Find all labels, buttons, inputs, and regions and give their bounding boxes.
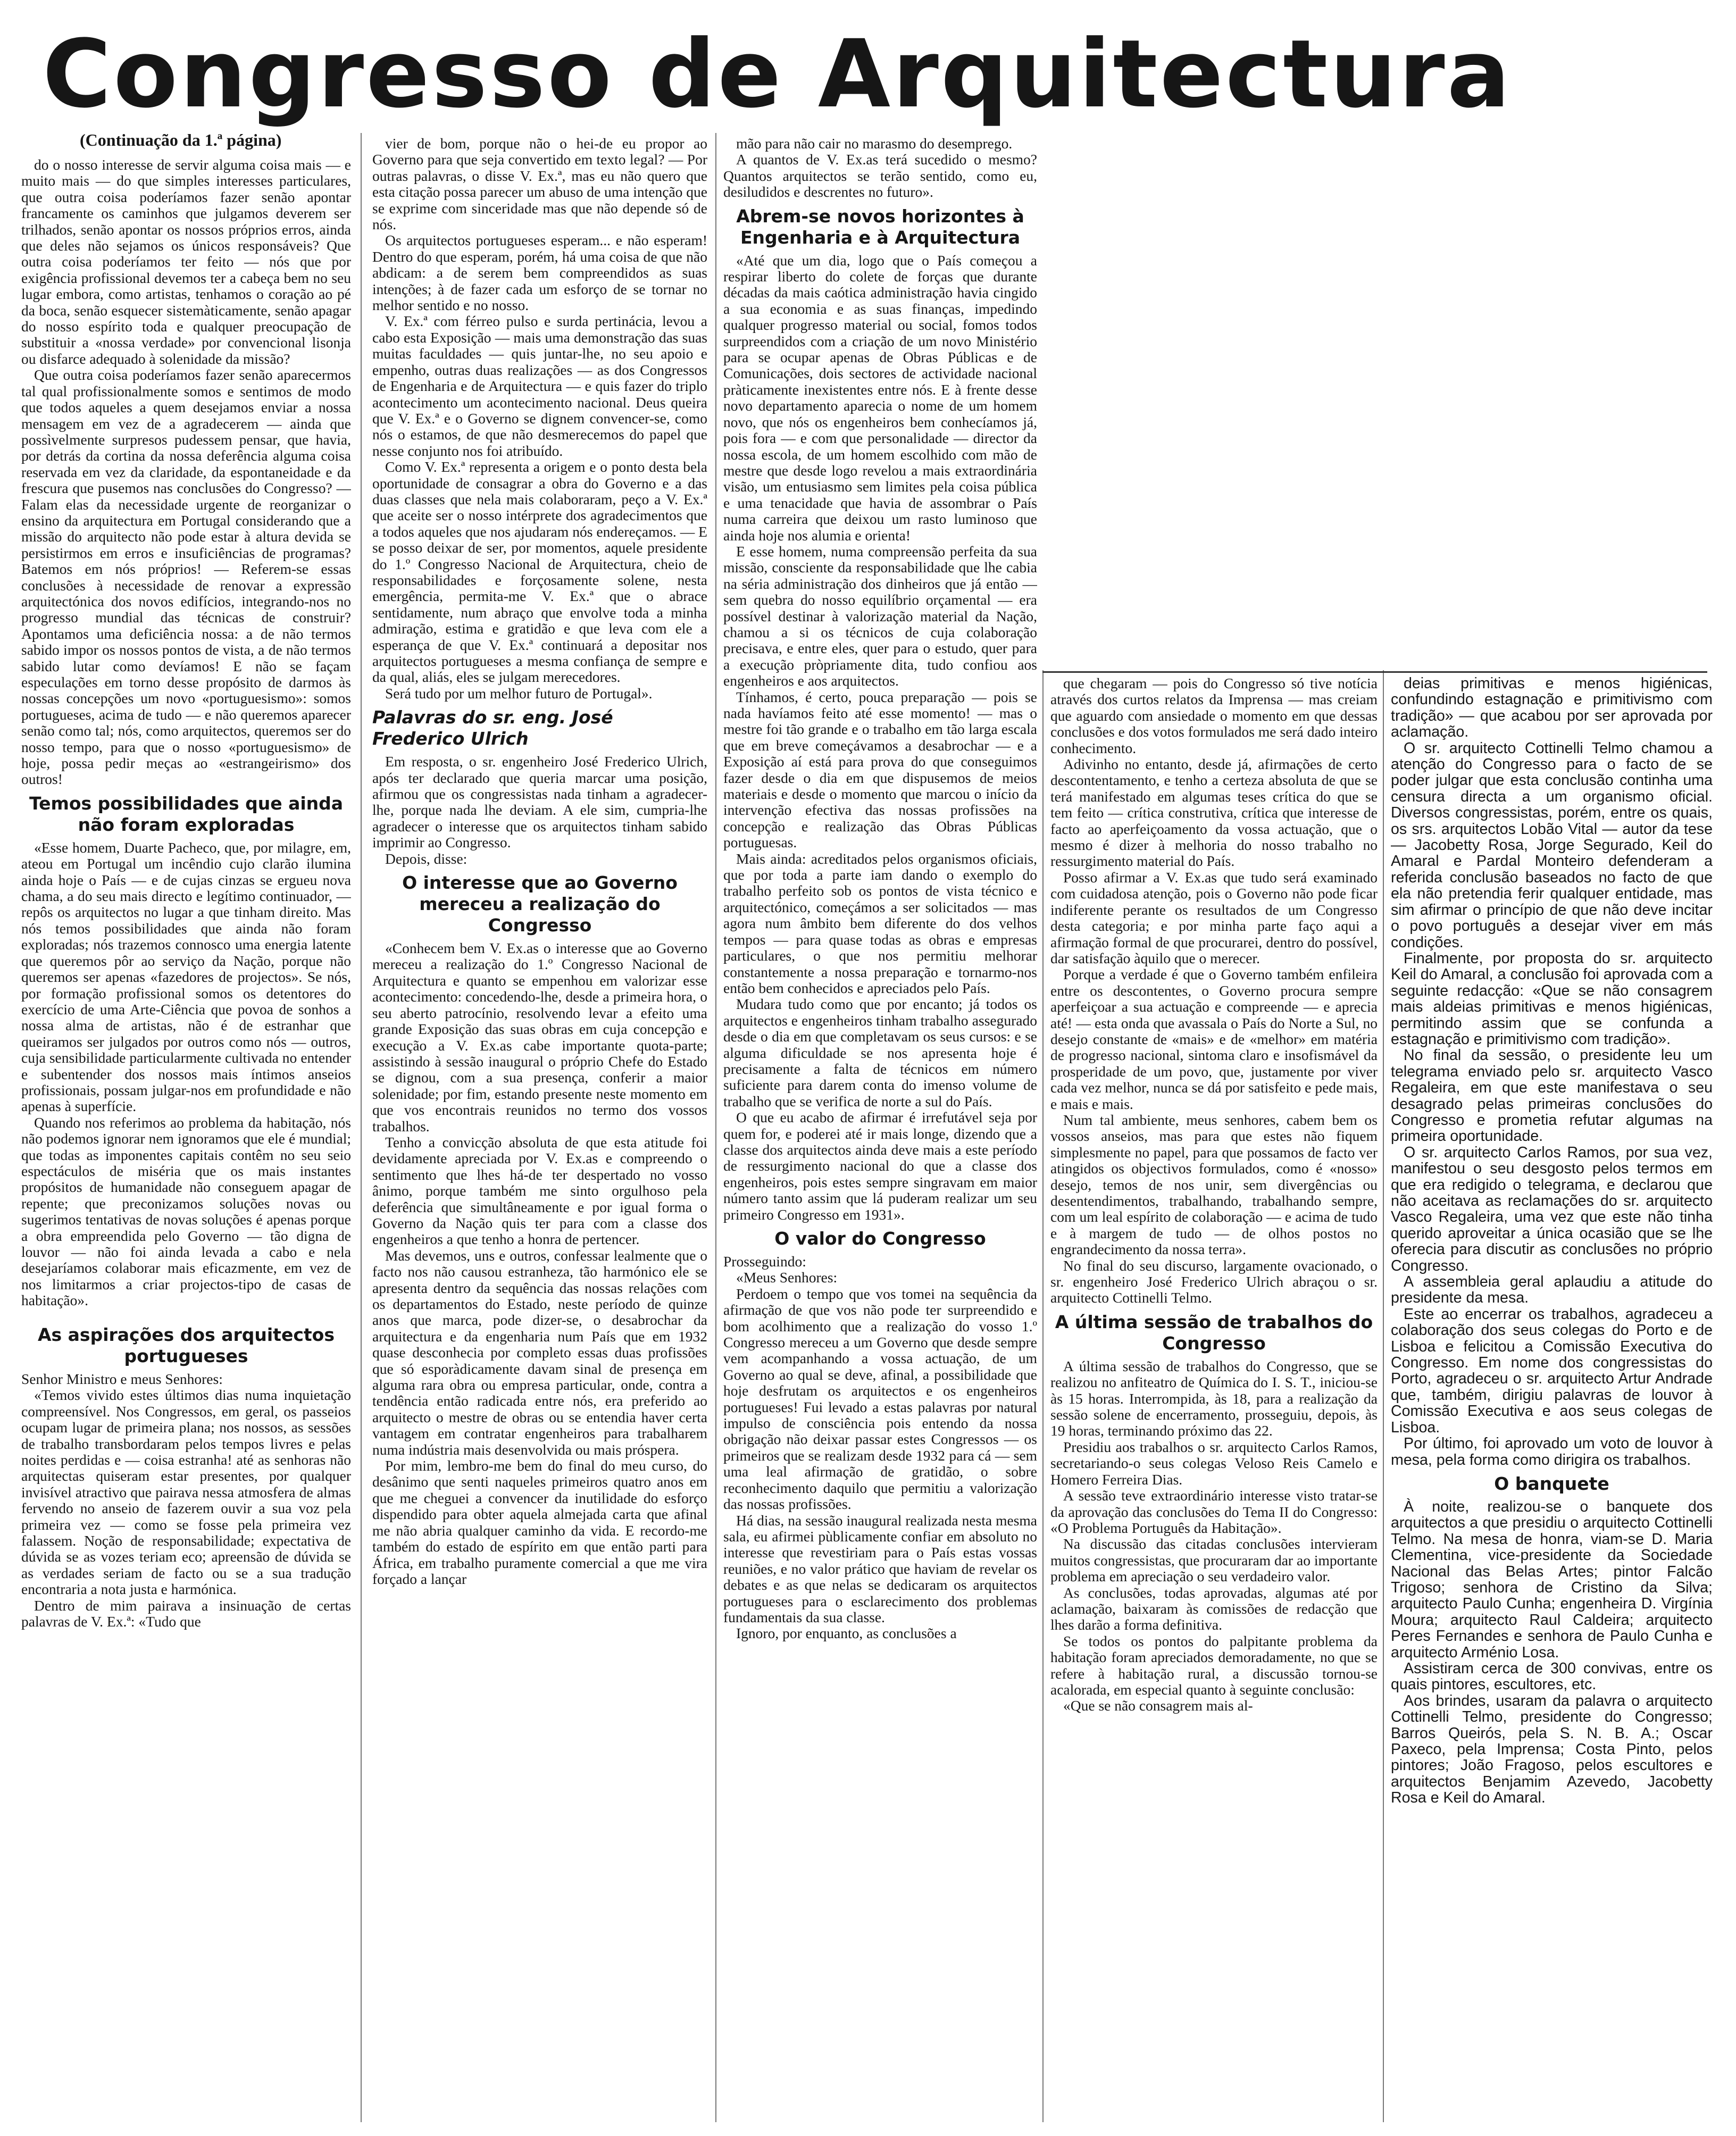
column-rule [361, 133, 362, 2122]
paragraph: Por mim, lembro-me bem do final do meu curso, do desânimo que senti naqueles primeiros quatro anos em que me cheguei a convencer da inutilidade do esforço dispendido para obter aquela almejada carta que afinal me não abria qualquer caminho da vida. E recordo-me também do estado de espírito em que então parti para África, em trabalho puramente comercial a que me vira forçado a lançar [372, 1457, 707, 1587]
article-column-1 [21, 157, 351, 1316]
subheading: Palavras do sr. eng. José Frederico Ulrich [372, 707, 613, 749]
paragraph: Em resposta, o sr. engenheiro José Frederico Ulrich, após ter declarado que queria marcar uma posição, afirmou que os congressistas nada tinham a agradecer-lhe, porque nada lhe deviam. A ele sim, cumpria-lhe agradecer o interesse que os arquitectos tinham sabido imprimir ao Congresso. [372, 753, 707, 851]
paragraph: A assembleia geral aplaudiu a atitude do presidente da mesa. [1391, 1273, 1713, 1307]
paragraph: No final da sessão, o presidente leu um telegrama enviado pelo sr. arquitecto Vasco Regaleira, em que este manifestava o seu desagrado pelas primeiras conclusões do Congresso e prometia refutar algumas na primeira oportunidade. [1391, 1047, 1713, 1145]
paragraph: À noite, realizou-se o banquete dos arquitectos a que presidiu o arquitecto Cottinelli Telmo. Na mesa de honra, viam-se D. Maria Clementina, vice-presidente da Sociedade Nacional das Belas Artes; pintor Falcão Trigoso; senhora de Cristino da Silva; arquitecto Paulo Cunha; engenheira D. Virgínia Moura; arquitecto Raul Caldeira; arquitecto Peres Fernandes e senhora de Paulo Cunha e arquitecto Arménio Losa. [1391, 1498, 1713, 1661]
paragraph: Tínhamos, é certo, pouca preparação — pois se nada havíamos feito até esse momento! — mas o mestre foi tão grande e o trabalho em tão larga escala que em breve começávamos a desabrochar — e a Exposição aí está para prova do que conseguimos fazer desde o dia em que dispusemos de meios materiais e desde o momento que marcou o início da intervenção efectiva das nossas profissões na concepção e realização das Obras Públicas portuguesas. [723, 688, 1037, 851]
paragraph: Será tudo por um melhor futuro de Portugal». [385, 685, 653, 702]
paragraph: «Até que um dia, logo que o País começou a respirar liberto do colete de forças que durante décadas da mais caótica administração havia cingido a sua economia e as suas finanças, impedindo qualquer progresso material ou social, fomos todos surpreendidos com a criação de um novo Ministério para se ocupar apenas de Obras Públicas e de Comunicações, dois sectores de actividade nacional pràticamente inexistentes entre nós. E à frente desse novo departamento aparecia o nome de um homem novo, que nós os engenheiros bem conhecíamos já, pois fora — e com que personalidade — director da nossa escola, de um homem escolhido com mão de mestre que desde logo revelou a mais extraordinária visão, um entusiasmo sem limites pela coisa pública e uma tenacidade que havia de assombrar o País numa carreira que deixou um rasto luminoso que ainda hoje nos alumia e orienta! [723, 252, 1037, 544]
paragraph: «Que se não consagrem mais al- [1063, 1697, 1253, 1714]
paragraph: Se todos os pontos do palpitante problema da habitação foram apreciados demoradamente, no que se refere à habitação rural, a discussão tornou-se acalorada, em especial quanto à seguinte conclusão: [1050, 1632, 1378, 1698]
paragraph: V. Ex.ª com férreo pulso e surda pertinácia, levou a cabo esta Exposição — mais uma demonstração das suas muitas faculdades — quis juntar-lhe, no seu apoio e empenho, outras duas realizações — as dos Congressos de Engenharia e de Arquitectura — e quis fazer do triplo acontecimento um acontecimento nacional. Deus queira que V. Ex.ª e o Governo se dignem convencer-se, como nós o estamos, de que não desmerecemos do papel que nesse conjunto nos foi atribuído. [372, 313, 707, 459]
paragraph: que chegaram — pois do Congresso só tive notícia através dos curtos relatos da Imprensa — mas creiam que aguardo com ansiedade o momento em que dessas conclusões e dos votos formulados me será dado inteiro conhecimento. [1050, 675, 1378, 756]
paragraph: A quantos de V. Ex.as terá sucedido o mesmo? Quantos arquitectos se terão sentido, como eu, desiludidos e descrentes no futuro». [723, 151, 1037, 201]
paragraph: Na discussão das citadas conclusões intervieram muitos congressistas, que procuraram dar ao importante problema em apreciação o seu verdadeiro valor. [1050, 1536, 1378, 1585]
paragraph: A sessão teve extraordinário interesse visto tratar-se da aprovação das conclusões do Tema II do Congresso: «O Problema Português da Habitação». [1050, 1487, 1378, 1536]
continuation-note: (Continuação da 1.ª página) [80, 130, 282, 149]
salutation: Senhor Ministro e meus Senhores: [21, 1371, 223, 1387]
paragraph: Posso afirmar a V. Ex.as que tudo será examinado com cuidadosa atenção, pois o Governo não pode ficar indiferente perante os resultados de um Congresso desta categoria; e por minha parte faço aqui a afirmação formal de que procurarei, dentro do possível, dar satisfação àquilo que o merecer. [1050, 869, 1378, 966]
paragraph: Este ao encerrar os trabalhos, agradeceu a colaboração dos seus colegas do Porto e de Lisboa e felicitou a Comissão Executiva do Congresso. Em nome dos congressistas do Porto, agradeceu o sr. arquitecto Artur Andrade que, também, dirigiu palavras de louvor à Comissão Executiva e aos seus colegas de Lisboa. [1391, 1305, 1713, 1436]
column-rule [1042, 670, 1044, 2122]
headline: Congresso de Arquitectura [43, 20, 1513, 129]
article-column-4 [1050, 675, 1378, 2122]
paragraph: E esse homem, numa compreensão perfeita da sua missão, consciente da responsabilidade que lhe cabia na séria administração dos dinheiros que já então — sem quebra do nosso equilíbrio orçamental — era possível destinar à valorização material da Nação, chamou a si os técnicos de cuja colaboração precisava, e entre eles, quer para o estudo, quer para a execução pròpriamente dita, tudo confiou aos engenheiros e aos arquitectos. [723, 543, 1037, 689]
paragraph: «Meus Senhores: [736, 1269, 838, 1286]
paragraph: Mas devemos, uns e outros, confessar lealmente que o facto nos não causou estranheza, tão harmónico ele se apresenta dentro da sequência das nossas relações com os departamentos do Estado, neste período de quinze anos que marca, pode dizer-se, o desabrochar da arquitectura e da engenharia num País que em 1932 quase desconhecia por completo essas duas profissões que só esporàdicamente davam sinal de presença em alguma rara obra ou empresa particular, onde, contra a tendência então radicada entre nós, era preferido ao arquitecto o mestre de obras ou se entendia haver certa vantagem em contratar engenheiros para trabalharem numa indústria mais desenvolvida ou mais próspera. [372, 1247, 707, 1458]
paragraph: Que outra coisa poderíamos fazer senão aparecermos tal qual profissionalmente somos e sentimos de modo que todos aqueles a quem desejamos enviar a nossa mensagem em vez de a agradecerem — ainda que possìvelmente surpresos pudessem pensar, que havia, por detrás da cortina da nossa deferência alguma coisa reservada em vez da claridade, da espontaneidade e da frescura que pusemos nas conclusões do Congresso? — Falam elas da necessidade urgente de reorganizar o ensino da arquitectura em Portugal considerando que a missão do arquitecto não pode estar à altura devida se persistirmos em erros e insuficiências de programas? Batemos em nós próprios! — Referem-se essas conclusões à necessidade de renovar a expressão arquitectónica dos novos edifícios, integrando-nos no progresso mundial das técnicas de construir? Apontamos uma deficiência nossa: a de não termos sabido impor os nossos pontos de vista, a de não termos sabido lutar como devíamos! E não se façam especulações em torno desse propósito de darmos às nossas concepções um novo «portuguesismo»: somos portugueses, acima de tudo — e não queremos aparecer senão como tal; nós, como arquitectos, queremos ser do nosso tempo, para que o nosso «portuguesismo» de hoje, possa pedir meças ao «estrangeirismo» dos outros! [21, 366, 351, 788]
paragraph: vier de bom, porque não o hei-de eu propor ao Governo para que seja convertido em texto legal? — Por outras palavras, o disse V. Ex.ª, mas eu não quero que esta citação possa parecer um abuso de uma intenção que se exprime com sinceridade mas que não depende só de nós. [372, 136, 707, 233]
paragraph: Num tal ambiente, meus senhores, cabem bem os vossos anseios, mas para que estes não fiquem simplesmente no papel, para que possamos de facto ver atingidos os objectivos formulados, como é «nosso» desejo, temos de nos unir, sem divergências ou desentendimentos, trabalhando, trabalhando sempre, com um leal espírito de colaboração — e acima de tudo e à margem de tudo — de olhos postos no engrandecimento da nossa terra». [1050, 1111, 1378, 1258]
paragraph: mão para não cair no marasmo do desemprego. [736, 136, 1013, 152]
paragraph: O sr. arquitecto Cottinelli Telmo chamou a atenção do Congresso para o facto de se poder julgar que esta conclusão continha uma censura directa a um organismo oficial. Diversos congressistas, porém, entre os quais, os srs. arquitectos Lobão Vital — autor da tese — Jacobetty Rosa, Jorge Segurado, Keil do Amaral e Pardal Monteiro defenderam a referida conclusão baseados no facto de que ela não pretendia ferir qualquer entidade, mas sim afirmar o princípio de que não deve incitar o povo português a desejar viver em más condições. [1391, 739, 1713, 951]
paragraph: Mais ainda: acreditados pelos organismos oficiais, que por toda a parte iam dando o exemplo do trabalho perfeito sob os pontos de vista técnico e arquitectónico, começámos a ser solicitados — mas agora num âmbito bem diferente do dos velhos tempos — para quase todas as obras e empresas particulares, o que nos permitiu melhorar constantemente a nossa preparação e tornarmo-nos então bem conhecidos e apreciados pelo País. [723, 850, 1037, 996]
paragraph: Aos brindes, usaram da palavra o arquitecto Cottinelli Telmo, presidente do Congresso; Barros Queirós, pela S. N. B. A.; Oscar Paxeco, pela Imprensa; Costa Pinto, pelos pintores; João Fragoso, pelos escultores e arquitectos Benjamim Azevedo, Jacobetty Rosa e Keil do Amaral. [1391, 1692, 1713, 1807]
paragraph: deias primitivas e menos higiénicas, confundindo estagnação e primitivismo com tradição» — que acabou por ser aprovada por aclamação. [1391, 675, 1713, 741]
paragraph: Prosseguindo: [723, 1253, 806, 1270]
paragraph: Dentro de mim pairava a insinuação de certas palavras de V. Ex.ª: «Tudo que [21, 1597, 351, 1630]
paragraph: O que eu acabo de afirmar é irrefutável seja por quem for, e poderei até ir mais longe, dizendo que a classe dos arquitectos ainda deve mais a este período de ressurgimento nacional do que a classe dos engenheiros, pois estes sempre singravam em maior número tanto assim que lá puderam realizar um seu primeiro Congresso em 1931». [723, 1109, 1037, 1223]
column-rule [1383, 670, 1384, 2122]
subheading: O interesse que ao Governo mereceu a realização do Congresso [402, 872, 678, 936]
paragraph: do o nosso interesse de servir alguma coisa mais — e muito mais — do que simples interesses particulares, que outra coisa poderíamos fazer senão apontar francamente os caminhos que julgamos deverem ser trilhados, senão apontar os nossos próprios erros, ainda que deles não sejamos os únicos responsáveis? Que outra coisa poderíamos ter feito — nós que por exigência profissional devemos ter a cabeça bem no seu lugar embora, como artistas, tenhamos o coração ao pé da boca, senão esquecer sistemàticamente, senão apagar do nosso espírito toda e qualquer preocupação de substituir a «nossa verdade» por convencional lisonja ou disfarce adequado à solenidade da missão? [21, 157, 351, 367]
subheading: Abrem-se novos horizontes à Engenharia e à Arquitectura [736, 205, 1024, 248]
paragraph: A última sessão de trabalhos do Congresso, que se realizou no anfiteatro de Química do I. S. T., iniciou-se às 15 horas. Interrompida, às 18, para a realização da sessão solene de encerramento, prosseguiu, depois, às 19 horas, terminando próximo das 22. [1050, 1357, 1378, 1439]
paragraph: Há dias, na sessão inaugural realizada nesta mesma sala, eu afirmei pùblicamente confiar em absoluto no interesse que revestiriam para o País estas vossas reuniões, e no valor prático que haviam de revelar os debates e as que nelas se dedicaram os arquitectos portugueses para o esclarecimento dos problemas fundamentais da sua classe. [723, 1512, 1037, 1625]
paragraph: Finalmente, por proposta do sr. arquitecto Keil do Amaral, a conclusão foi aprovada com a seguinte redacção: «Que se não consagrem mais aldeias primitivas e menos higiénicas, permitindo assim que se confunda a estagnação e primitivismo com tradição». [1391, 949, 1713, 1048]
paragraph: Quando nos referimos ao problema da habitação, nós não podemos ignorar nem ignoramos que ele é mundial; que todas as imponentes capitais contêm no seu seio espectáculos de miséria que os mais instantes propósitos de humanidade não conseguem apagar de repente; que preconizamos soluções novas ou sugerimos tentativas de novas soluções é apenas porque a obra empreendida pelo Governo — tão digna de louvor — não foi ainda levada a cabo e nela desejaríamos colaborar mais eficazmente, em vez de nos limitarmos a criar projectos-tipo de casas de habitação». [21, 1114, 351, 1309]
paragraph: No final do seu discurso, largamente ovacionado, o sr. engenheiro José Frederico Ulrich abraçou o sr. arquitecto Cottinelli Telmo. [1050, 1257, 1378, 1306]
article-column-5 [1391, 675, 1713, 2122]
paragraph: Ignoro, por enquanto, as conclusões a [736, 1625, 957, 1642]
paragraph: «Conhecem bem V. Ex.as o interesse que ao Governo mereceu a realização do 1.º Congresso Nacional de Arquitectura e quanto se empenhou em valorizar esse acontecimento: concedendo-lhe, desde a primeira hora, o seu aberto patrocínio, resolvendo levar a efeito uma grande Exposição das suas obras em cuja concepção e execução a V. Ex.as cabe importante quota-parte; assistindo à sessão inaugural o próprio Chefe do Estado se dignou, com a sua presença, conferir a maior solenidade; por fim, estando presente neste momento em que vos encontrais reunidos no termo dos vossos trabalhos. [372, 940, 707, 1134]
paragraph: Depois, disse: [385, 850, 468, 867]
paragraph: As conclusões, todas aprovadas, algumas até por aclamação, baixaram às comissões de redacção que lhes darão a forma definitiva. [1050, 1584, 1378, 1633]
paragraph: Tenho a convicção absoluta de que esta atitude foi devidamente apreciada por V. Ex.as e compreendo o sentimento que lhes há-de ter despertado no vosso ânimo, porque também me sinto orgulhoso pela deferência que simultâneamente e por igual forma o Governo da Nação quis ter para com a classe dos engenheiros a que tenho a honra de pertencer. [372, 1133, 707, 1248]
article-column-2 [372, 136, 707, 2122]
subheading: A última sessão de trabalhos do Congresso [1055, 1311, 1373, 1354]
column-rule [715, 133, 716, 2122]
subheading: Temos possibilidades que ainda não foram exploradas [29, 792, 344, 835]
paragraph: O sr. arquitecto Carlos Ramos, por sua vez, manifestou o seu desgosto pelos termos em que era redigido o telegrama, e declarou que não aceitava as reclamações do sr. arquitecto Vasco Regaleira, uma vez que este não tinha querido aproveitar a única ocasião que se lhe oferecia para discutir as conclusões no próprio Congresso. [1391, 1144, 1713, 1274]
paragraph: Os arquitectos portugueses esperam... e não esperam! Dentro do que esperam, porém, há uma coisa de que não abdicam: a de serem bem compreendidos as suas intenções; à de fazer cada um esforço de se tornar no melhor sentido e no nosso. [372, 232, 707, 314]
subheading: O valor do Congresso [774, 1228, 986, 1249]
paragraph: «Temos vivido estes últimos dias numa inquietação compreensível. Nos Congressos, em geral, os passeios ocupam lugar de primeira plana; nos nossos, as sessões de trabalho transbordaram pelos tempos livres e pelas noites perdidas e — coisa estranha! até as senhoras não arquitectas quiseram estar presentes, por qualquer invisível atractivo que pairava nessa atmosfera de almas fervendo no anseio de fazerem ouvir a sua voz pela primeira vez — como se fosse pela primeira vez falassem. Noção de responsabilidade; expectativa de dúvida se as vozes teriam eco; apreensão de dúvida se as verdades seriam de facto ou se a sua tradução encontraria a nota justa e harmónica. [21, 1387, 351, 1598]
paragraph: Como V. Ex.ª representa a origem e o ponto desta bela oportunidade de consagrar a obra do Governo e a das duas classes que nela mais colaboraram, peço a V. Ex.ª que aceite ser o nosso intérprete dos agradecimentos que a todos aqueles que nos ajudaram nós endereçamos. — E se posso deixar de ser, por momentos, aquele presidente do 1.º Congresso Nacional de Arquitectura, cheio de responsabilidades e forçosamente solene, nesta emergência, permita-me V. Ex.ª que o abrace sentidamente, num abraço que envolve toda a minha admiração, estima e gratidão e que leva com ele a esperança de que V. Ex.ª continuará a depositar nos arquitectos portugueses a mesma confiança de sempre e da qual, aliás, eles se julgam merecedores. [372, 458, 707, 686]
article-column-3 [723, 136, 1037, 2122]
paragraph: Por último, foi aprovado um voto de louvor à mesa, pela forma como dirigira os trabalhos. [1391, 1435, 1713, 1468]
paragraph: Assistiram cerca de 300 convivas, entre os quais pintores, escultores, etc. [1391, 1659, 1713, 1693]
section-rule [1042, 671, 1707, 673]
paragraph: Mudara tudo como que por encanto; já todos os arquitectos e engenheiros tinham trabalho assegurado desde o dia em que completavam os seus cursos: e se alguma dificuldade se nos apresenta hoje é precisamente a falta de técnicos em número suficiente para darem conta do imenso volume de trabalho que se verifica de norte a sul do País. [723, 996, 1037, 1109]
article-column-1b [21, 1319, 351, 2122]
paragraph: Presidiu aos trabalhos o sr. arquitecto Carlos Ramos, secretariando-o seus colegas Veloso Reis Camelo e Homero Ferreira Dias. [1050, 1438, 1378, 1488]
subheading: O banquete [1494, 1473, 1609, 1494]
paragraph: Porque a verdade é que o Governo também enfileira entre os descontentes, o Governo procura sempre aperfeiçoar a sua actuação e compreende — e aprecia até! — esta onda que avassala o País do Norte a Sul, no desejo constante de «mais» e de «melhor» em matéria de progresso nacional, sintoma claro e insofismável da prosperidade de um povo, que, justamente por viver cada vez melhor, nunca se dá por satisfeito e pede mais, e mais e mais. [1050, 966, 1378, 1112]
paragraph: Perdoem o tempo que vos tomei na sequência da afirmação de que vos não pode ter surpreendido e bom acolhimento que a realização do vosso 1.º Congresso mereceu a um Governo que desde sempre vem acompanhando a vossa actuação, de um Governo ao qual se deve, afinal, a possibilidade que hoje desfrutam os arquitectos e os engenheiros portugueses! Fui levado a estas palavras por natural impulso de consciência pois entendo da nossa obrigação não deixar passar estes Congressos — os primeiros que se realizam desde 1932 para cá — sem uma leal afirmação de gratidão, o sobre reconhecimento daquilo que permitiu a valorização das nossas profissões. [723, 1285, 1037, 1513]
paragraph: Adivinho no entanto, desde já, afirmações de certo descontentamento, e tenho a certeza absoluta de que se terá manifestado em algumas teses crítica do que se tem feito — crítica construtiva, crítica que interesse de facto ao aperfeiçoamento da vossa actuação, que o mesmo é dizer à melhoria do nosso trabalho no ressurgimento material do País. [1050, 756, 1378, 870]
paragraph: «Esse homem, Duarte Pacheco, que, por milagre, em, ateou em Portugal um incêndio cujo clarão ilumina ainda hoje o País — e de cujas cinzas se ergueu nova chama, a do seu mais directo e legítimo continuador, — repôs os arquitectos no lugar a que tinham direito. Mas nós temos possibilidades que ainda não foram exploradas; nós trazemos connosco uma energia latente que queremos pôr ao serviço da Nação, porque não queremos ser apenas «fazedores de projectos». Se nós, por formação profissional somos os detentores do exercício de uma Arte-Ciência que povoa de sonhos a nossa alma de artistas, não é de estranhar que queiramos ser julgados por outros como nós — outros, cuja sensibilidade particularmente cultivada no entender e subentender dos nossos mais íntimos anseios profissionais, possam julgar-nos em profundidade e não apenas à superfície. [21, 839, 351, 1115]
subheading: As aspirações dos arquitectos portugueses [37, 1324, 335, 1366]
